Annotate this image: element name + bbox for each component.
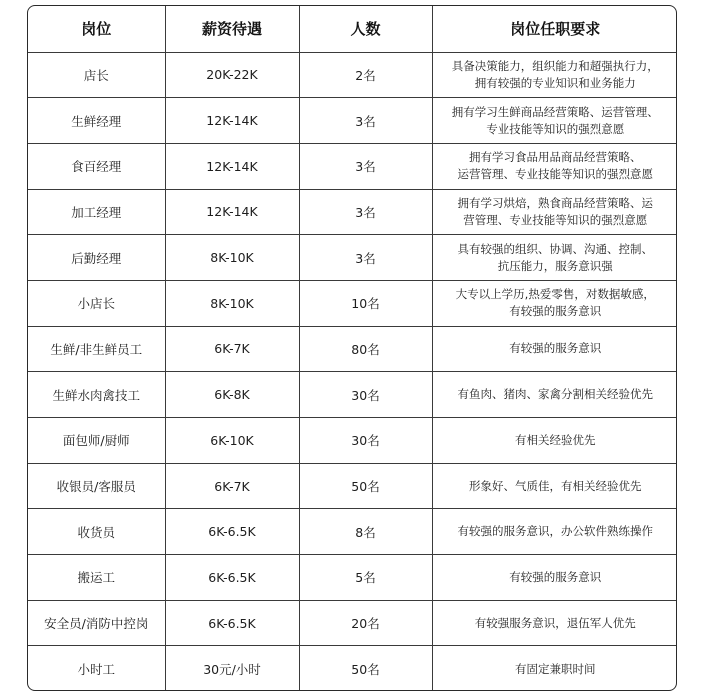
table-row — [28, 463, 677, 509]
cell-position: 收货员 — [28, 509, 165, 555]
cell-salary: 6K-6.5K — [165, 509, 299, 555]
cell-requirements — [432, 143, 677, 189]
cell-count: 20名 — [299, 600, 432, 646]
cell-count: 3名 — [299, 235, 432, 281]
header-count: 人数 — [299, 6, 432, 52]
cell-position: 食百经理 — [28, 143, 165, 189]
cell-salary: 8K-10K — [165, 280, 299, 326]
requirement-line: 有较强的服务意识 — [509, 569, 602, 584]
requirement-line: 有鱼肉、猪肉、家禽分割相关经验优先 — [457, 387, 653, 402]
table-row — [28, 280, 677, 326]
requirement-line: 运营管理、专业技能等知识的强烈意愿 — [457, 167, 653, 182]
cell-requirements — [432, 463, 677, 509]
cell-position: 小时工 — [28, 646, 165, 691]
cell-salary: 12K-14K — [165, 143, 299, 189]
header-requirements: 岗位任职要求 — [432, 6, 677, 52]
cell-requirements — [432, 52, 677, 98]
job-table — [28, 6, 677, 691]
requirement-line: 有较强服务意识，退伍军人优先 — [474, 615, 636, 630]
cell-position: 搬运工 — [28, 555, 165, 601]
requirement-line: 拥有较强的专业知识和业务能力 — [474, 75, 636, 90]
cell-salary: 8K-10K — [165, 235, 299, 281]
cell-salary: 20K-22K — [165, 52, 299, 98]
table-header — [28, 6, 677, 52]
cell-count: 10名 — [299, 280, 432, 326]
cell-position: 安全员/消防中控岗 — [28, 600, 165, 646]
requirement-line: 大专以上学历,热爱零售，对数据敏感， — [455, 287, 655, 302]
table-row — [28, 52, 677, 98]
table-body — [28, 52, 677, 691]
cell-position: 生鲜/非生鲜员工 — [28, 326, 165, 372]
table-row — [28, 509, 677, 555]
cell-position: 生鲜水肉禽技工 — [28, 372, 165, 418]
cell-requirements — [432, 600, 677, 646]
cell-position: 后勤经理 — [28, 235, 165, 281]
requirement-line: 抗压能力，服务意识强 — [497, 258, 613, 273]
job-table-frame — [27, 5, 677, 691]
cell-position: 生鲜经理 — [28, 98, 165, 144]
cell-salary: 6K-7K — [165, 326, 299, 372]
cell-requirements — [432, 326, 677, 372]
cell-count: 3名 — [299, 189, 432, 235]
cell-count: 80名 — [299, 326, 432, 372]
cell-salary: 12K-14K — [165, 189, 299, 235]
table-row — [28, 189, 677, 235]
cell-requirements — [432, 418, 677, 464]
cell-requirements — [432, 189, 677, 235]
cell-salary: 6K-8K — [165, 372, 299, 418]
table-row — [28, 235, 677, 281]
requirement-line: 具有较强的组织、协调、沟通、控制、 — [457, 241, 653, 256]
cell-position: 加工经理 — [28, 189, 165, 235]
header-position: 岗位 — [28, 6, 165, 52]
cell-salary: 6K-7K — [165, 463, 299, 509]
cell-requirements — [432, 98, 677, 144]
requirement-line: 有较强的服务意识 — [509, 341, 602, 356]
requirement-line: 拥有学习生鲜商品经营策略、运营管理、 — [451, 104, 659, 119]
cell-salary: 30元/小时 — [165, 646, 299, 691]
cell-requirements — [432, 555, 677, 601]
table-row — [28, 555, 677, 601]
requirement-line: 有较强的服务意识，办公软件熟练操作 — [457, 524, 653, 539]
requirement-line: 具备决策能力，组织能力和超强执行力， — [451, 58, 659, 73]
cell-requirements — [432, 280, 677, 326]
table-row — [28, 646, 677, 691]
cell-requirements — [432, 646, 677, 691]
cell-requirements — [432, 235, 677, 281]
cell-count: 8名 — [299, 509, 432, 555]
requirement-line: 拥有学习烘焙，熟食商品经营策略、运 — [457, 195, 653, 210]
cell-requirements — [432, 372, 677, 418]
table-row — [28, 326, 677, 372]
cell-salary: 12K-14K — [165, 98, 299, 144]
table-row — [28, 418, 677, 464]
cell-count: 30名 — [299, 418, 432, 464]
table-row — [28, 98, 677, 144]
header-row — [28, 6, 677, 52]
table-row — [28, 143, 677, 189]
requirement-line: 专业技能等知识的强烈意愿 — [486, 121, 625, 136]
cell-requirements — [432, 509, 677, 555]
cell-count: 3名 — [299, 143, 432, 189]
requirement-line: 拥有学习食品用品商品经营策略、 — [469, 150, 642, 165]
table-row — [28, 372, 677, 418]
cell-salary: 6K-10K — [165, 418, 299, 464]
requirement-line: 有较强的服务意识 — [509, 304, 602, 319]
cell-position: 店长 — [28, 52, 165, 98]
cell-position: 小店长 — [28, 280, 165, 326]
cell-count: 3名 — [299, 98, 432, 144]
cell-salary: 6K-6.5K — [165, 600, 299, 646]
cell-count: 5名 — [299, 555, 432, 601]
requirement-line: 营管理、专业技能等知识的强烈意愿 — [463, 212, 648, 227]
cell-position: 收银员/客服员 — [28, 463, 165, 509]
cell-position: 面包师/厨师 — [28, 418, 165, 464]
table-row — [28, 600, 677, 646]
cell-count: 2名 — [299, 52, 432, 98]
requirement-line: 有相关经验优先 — [515, 432, 596, 447]
cell-count: 50名 — [299, 463, 432, 509]
requirement-line: 形象好、气质佳，有相关经验优先 — [469, 478, 642, 493]
header-salary: 薪资待遇 — [165, 6, 299, 52]
cell-count: 50名 — [299, 646, 432, 691]
requirement-line: 有固定兼职时间 — [515, 661, 596, 676]
cell-salary: 6K-6.5K — [165, 555, 299, 601]
cell-count: 30名 — [299, 372, 432, 418]
